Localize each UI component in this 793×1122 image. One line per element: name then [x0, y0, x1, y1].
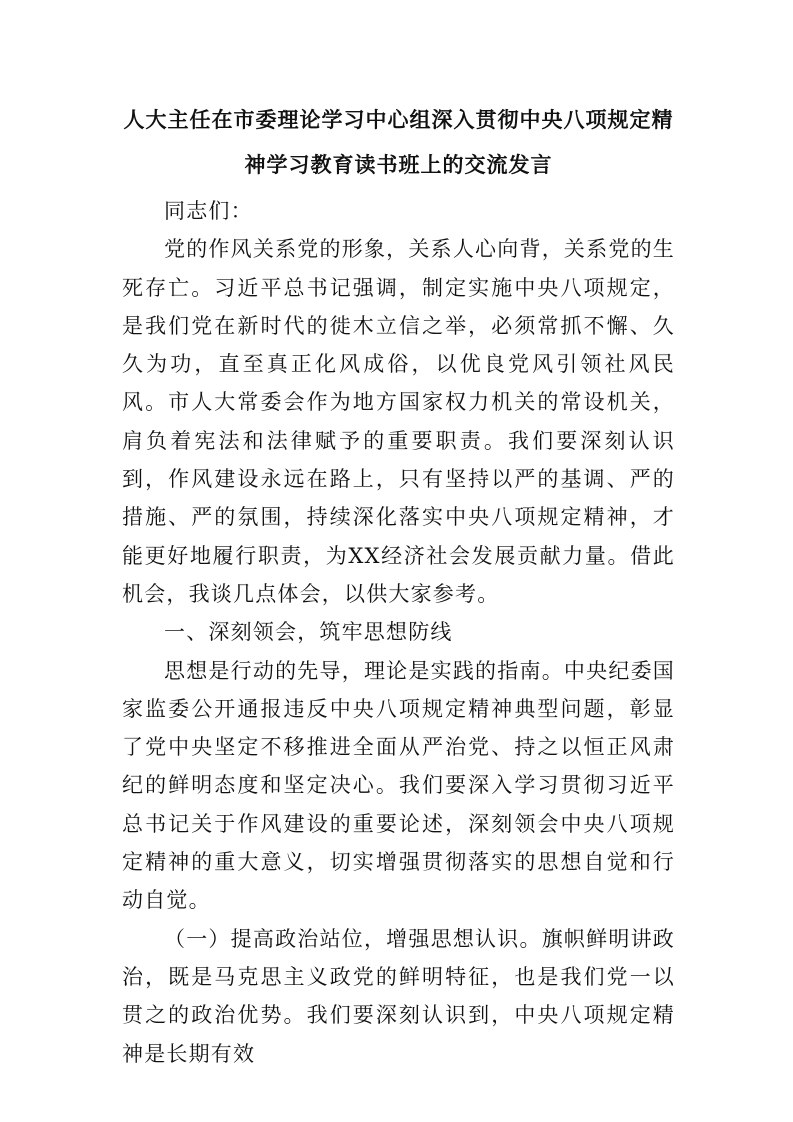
title-line-1: 人大主任在市委理论学习中心组深入贯彻中央八项规定精 [123, 107, 674, 132]
paragraph-intro: 党的作风关系党的形象，关系人心向背，关系党的生死存亡。习近平总书记强调，制定实施中央八项规定，是我们党在新时代的徙木立信之举，必须常抓不懈、久久为功，直至真正化风成俗，以优良党风引领社风民风。市人大常委会作为地方国家权力机关的常设机关，肩负着宪法和法律赋予的重要职责。我们要深刻认识到，作风建设永远在路上，只有坚持以严的基调、严的措施、严的氛围，持续深化落实中央八项规定精神，才能更好地履行职责，为XX经济社会发展贡献力量。借此机会，我谈几点体会，以供大家参考。 [122, 237, 675, 606]
paragraph-section-1: 思想是行动的先导，理论是实践的指南。中央纪委国家监委公开通报违反中央八项规定精神典型问题，彰显了党中央坚定不移推进全面从严治党、持之以恒正风肃纪的鲜明态度和坚定决心。我们要深入学习贯彻习近平总书记关于作风建设的重要论述，深刻领会中央八项规定精神的重大意义，切实增强贯彻落实的思想自觉和行动自觉。 [122, 658, 675, 913]
section-heading-1: 一、深刻领会，筑牢思想防线 [164, 620, 453, 645]
salutation: 同志们： [164, 199, 253, 223]
paragraph-subsection-1: （一）提高政治站位，增强思想认识。旗帜鲜明讲政治，既是马克思主义政党的鲜明特征，也是我们党一以贯之的政治优势。我们要深刻认识到，中央八项规定精神是长期有效 [122, 926, 675, 1066]
document-title [122, 97, 675, 187]
document-body [122, 192, 675, 1073]
title-line-2: 神学习教育读书班上的交流发言 [244, 152, 553, 177]
